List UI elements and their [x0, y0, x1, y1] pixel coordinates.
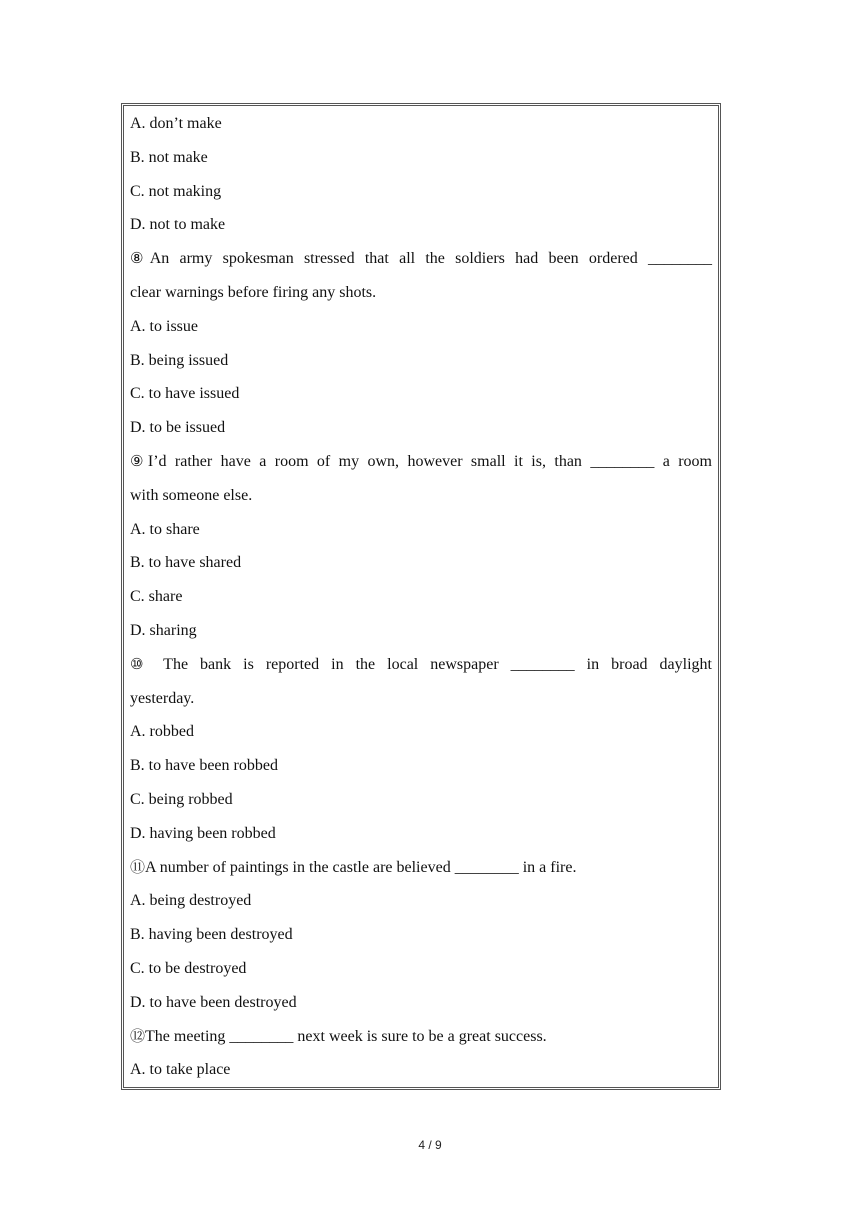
- question-8-stem-line2: clear warnings before firing any shots.: [130, 283, 377, 301]
- option-q7-b: B. not make: [130, 148, 208, 166]
- option-q11-b: B. having been destroyed: [130, 926, 293, 944]
- question-9-number: ⑨: [130, 451, 148, 470]
- question-12-stem-line1: The meeting ________ next week is sure to be a great success.: [145, 1027, 547, 1045]
- option-q11-d: D. to have been destroyed: [130, 993, 297, 1011]
- option-q10-a: A. robbed: [130, 723, 194, 741]
- option-q11-a: A. being destroyed: [130, 892, 252, 910]
- option-q8-a: A. to issue: [130, 317, 198, 335]
- question-11-number: ⑪: [130, 857, 146, 876]
- option-q7-a: A. don’t make: [130, 115, 222, 132]
- question-11-stem: [130, 851, 712, 885]
- question-9-stem: [130, 445, 712, 479]
- question-10-number: ⑩: [130, 654, 152, 673]
- question-list: [130, 107, 712, 1087]
- option-q10-b: B. to have been robbed: [130, 757, 278, 775]
- option-q7-d: D. not to make: [130, 216, 226, 234]
- option-q9-d: D. sharing: [130, 621, 197, 639]
- option-q9-c: C. share: [130, 588, 183, 606]
- question-11-stem-line1: A number of paintings in the castle are believed ________ in a fire.: [145, 858, 577, 876]
- question-10-stem-line2: yesterday.: [130, 689, 195, 707]
- question-10-stem: [130, 648, 712, 682]
- question-9-stem-line2: with someone else.: [130, 486, 253, 504]
- option-q8-b: B. being issued: [130, 351, 229, 369]
- option-q12-a: A. to take place: [130, 1061, 231, 1079]
- page-number: 4 / 9: [418, 1138, 442, 1152]
- question-10-stem-line1: The bank is reported in the local newspaper ________ in broad daylight: [163, 655, 712, 673]
- option-q9-a: A. to share: [130, 520, 200, 538]
- option-q10-d: D. having been robbed: [130, 824, 276, 842]
- option-q8-d: D. to be issued: [130, 419, 226, 437]
- option-q11-c: C. to be destroyed: [130, 959, 247, 977]
- option-q8-c: C. to have issued: [130, 385, 240, 403]
- question-8-stem-line1: An army spokesman stressed that all the soldiers had been ordered ________: [149, 250, 713, 268]
- question-12-stem: [130, 1020, 712, 1054]
- option-q10-c: C. being robbed: [130, 790, 233, 808]
- option-q7-c: C. not making: [130, 182, 222, 200]
- question-12-number: ⑫: [130, 1026, 146, 1045]
- question-9-stem-line1: I’d rather have a room of my own, however small it is, than ________ a room: [147, 452, 712, 470]
- question-8-number: ⑧: [130, 249, 150, 268]
- question-8-stem: [130, 242, 712, 276]
- option-q9-b: B. to have shared: [130, 554, 242, 572]
